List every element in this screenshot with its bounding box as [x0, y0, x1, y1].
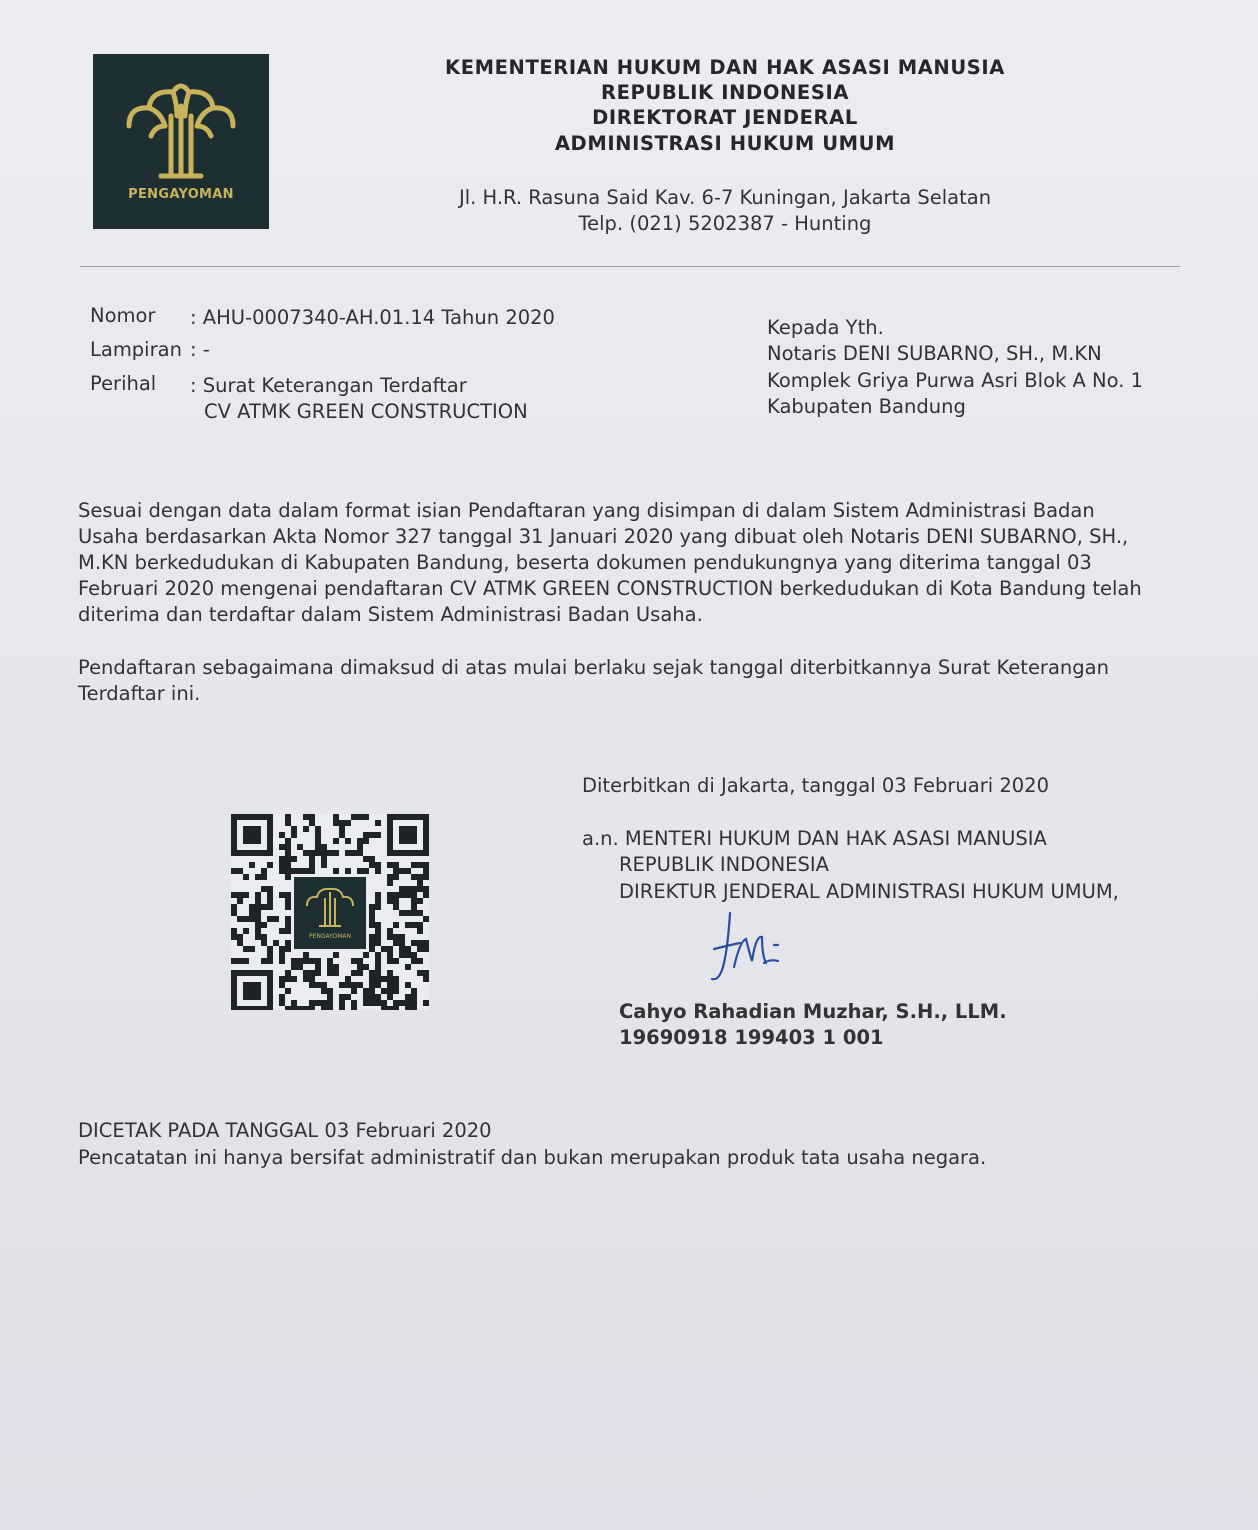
- body-line: M.KN berkedudukan di Kabupaten Bandung, beserta dokumen pendukungnya yang diterima tanggal 03: [78, 551, 1092, 574]
- recipient-name: Notaris DENI SUBARNO, SH., M.KN: [767, 342, 1102, 365]
- body-line: Pendaftaran sebagaimana dimaksud di atas mulai berlaku sejak tanggal diterbitkannya Surat Keterangan: [78, 656, 1109, 679]
- signatory-name: Cahyo Rahadian Muzhar, S.H., LLM.: [619, 1000, 1007, 1023]
- pengayoman-logo: [93, 54, 269, 229]
- body-line: Terdaftar ini.: [78, 682, 201, 705]
- body-line: Sesuai dengan data dalam format isian Pendaftaran yang disimpan di dalam Sistem Administrasi Badan: [78, 499, 1095, 522]
- recipient-address: Komplek Griya Purwa Asri Blok A No. 1: [767, 369, 1144, 392]
- header-phone: Telp. (021) 5202387 - Hunting: [578, 212, 872, 235]
- header-divider: [80, 266, 1180, 267]
- signatory-nip: 19690918 199403 1 001: [619, 1026, 884, 1049]
- logo-label: PENGAYOMAN: [128, 187, 234, 202]
- recipient-greeting: Kepada Yth.: [767, 316, 884, 339]
- qr-logo-label: PENGAYOMAN: [308, 933, 352, 940]
- administrative-note: Pencatatan ini hanya bersifat administratif dan bukan merupakan produk tata usaha negara.: [78, 1146, 987, 1169]
- nomor-label: Nomor: [90, 304, 156, 327]
- on-behalf-line: a.n. MENTERI HUKUM DAN HAK ASASI MANUSIA: [582, 827, 1047, 850]
- header-republic: REPUBLIK INDONESIA: [600, 81, 850, 104]
- handwritten-signature: [700, 905, 790, 990]
- perihal-company: CV ATMK GREEN CONSTRUCTION: [204, 400, 528, 423]
- body-paragraph-2: [78, 655, 1198, 707]
- header-directorate: DIREKTORAT JENDERAL: [592, 106, 858, 129]
- body-paragraph-1: [78, 498, 1198, 628]
- nomor-value: : AHU-0007340-AH.01.14 Tahun 2020: [190, 306, 555, 329]
- printed-date: DICETAK PADA TANGGAL 03 Februari 2020: [78, 1119, 492, 1142]
- header-address: Jl. H.R. Rasuna Said Kav. 6-7 Kuningan, Jakarta Selatan: [458, 186, 992, 209]
- pengayoman-tree-icon: [121, 76, 241, 186]
- qr-code: [231, 814, 429, 1010]
- body-line: Februari 2020 mengenai pendaftaran CV ATMK GREEN CONSTRUCTION berkedudukan di Kota Bandung telah: [78, 577, 1142, 600]
- issued-place-date: Diterbitkan di Jakarta, tanggal 03 Februari 2020: [582, 774, 1049, 797]
- on-behalf-republic: REPUBLIK INDONESIA: [619, 853, 829, 876]
- body-line: Usaha berdasarkan Akta Nomor 327 tanggal 31 Januari 2020 yang dibuat oleh Notaris DENI SUBARNO, SH.,: [78, 525, 1129, 548]
- perihal-label: Perihal: [90, 372, 157, 395]
- body-line: diterima dan terdaftar dalam Sistem Administrasi Badan Usaha.: [78, 603, 703, 626]
- recipient-city: Kabupaten Bandung: [767, 395, 966, 418]
- lampiran-value: : -: [190, 338, 210, 361]
- header-ministry: KEMENTERIAN HUKUM DAN HAK ASASI MANUSIA: [445, 56, 1005, 79]
- perihal-value: : Surat Keterangan Terdaftar: [190, 374, 467, 397]
- lampiran-label: Lampiran: [90, 338, 182, 361]
- header-administration: ADMINISTRASI HUKUM UMUM: [554, 132, 896, 155]
- on-behalf-director: DIREKTUR JENDERAL ADMINISTRASI HUKUM UMUM,: [619, 880, 1119, 903]
